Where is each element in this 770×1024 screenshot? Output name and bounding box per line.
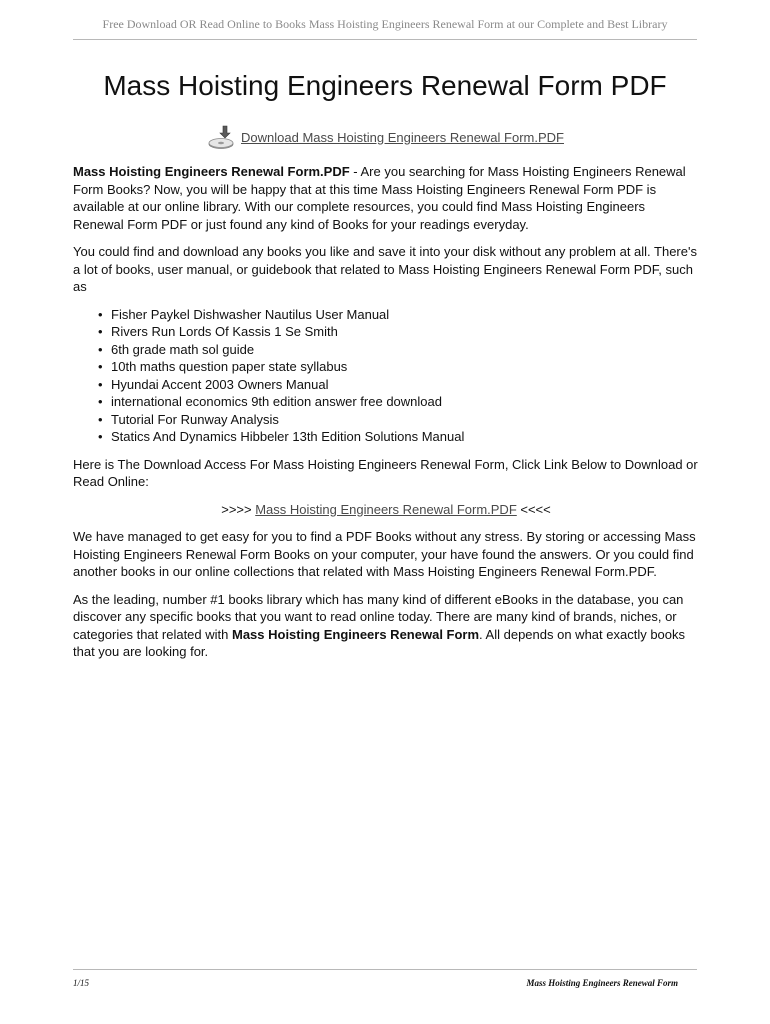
document-body	[73, 163, 699, 671]
footer-divider	[73, 969, 697, 970]
library-text-before: As the leading, number #1 books library which has many kind of different eBooks in the database, you can discover any specific books that you want to read online today. There are many kind of brands, niches, or categories that related with	[73, 591, 684, 642]
intro-paragraph	[73, 163, 699, 233]
link-suffix: <<<<	[516, 501, 551, 517]
download-row	[73, 124, 697, 150]
header-divider	[73, 39, 697, 40]
list-item: • Fisher Paykel Dishwasher Nautilus User Manual	[98, 306, 699, 324]
footer-title: Mass Hoisting Engineers Renewal Form	[526, 978, 678, 988]
page-title: Mass Hoisting Engineers Renewal Form PDF	[103, 70, 667, 101]
link-prefix: >>>>	[221, 501, 256, 517]
library-paragraph	[73, 591, 699, 661]
list-item: • international economics 9th edition answer free download	[98, 393, 699, 411]
list-item: • Rivers Run Lords Of Kassis 1 Se Smith	[98, 323, 699, 341]
center-download-line	[73, 501, 699, 519]
list-item: • Hyundai Accent 2003 Owners Manual	[98, 376, 699, 394]
list-item: • Statics And Dynamics Hibbeler 13th Edition Solutions Manual	[98, 428, 699, 446]
center-download-link[interactable]: Mass Hoisting Engineers Renewal Form.PDF	[255, 501, 517, 517]
list-item: • 10th maths question paper state syllabus	[98, 358, 699, 376]
intro-text: - Are you searching for Mass Hoisting Engineers Renewal Form Books? Now, you will be happy that at this time Mass Hoisting Engineers Renewal Form PDF is available at our online library. With our complete resources, you could find Mass Hoisting Engineers Renewal Form PDF or just found any kind of Books for your readings everyday.	[73, 164, 686, 232]
related-books-list	[98, 306, 699, 446]
list-item: • 6th grade math sol guide	[98, 341, 699, 359]
page-header: Free Download OR Read Online to Books Mass Hoisting Engineers Renewal Form at our Complete and Best Library	[102, 17, 668, 31]
intro-bold-title: Mass Hoisting Engineers Renewal Form.PDF	[73, 164, 350, 179]
library-bold-title: Mass Hoisting Engineers Renewal Form	[231, 626, 480, 642]
library-text-after: . All depends on what exactly books that you are looking for.	[73, 626, 686, 659]
download-link[interactable]: Download Mass Hoisting Engineers Renewal Form.PDF	[241, 129, 564, 145]
list-item: • Tutorial For Runway Analysis	[98, 411, 699, 429]
managed-paragraph: We have managed to get easy for you to find a PDF Books without any stress. By storing or accessing Mass Hoisting Engineers Renewal Form Books on your computer, your have found the answers. Or you could find another books in our online collections that related with Mass Hoisting Engineers Renewal Form.PDF.	[73, 529, 696, 579]
books-paragraph: You could find and download any books you like and save it into your disk without any problem at all. There's a lot of books, user manual, or guidebook that related to Mass Hoisting Engineers Renewal Form PDF, such as	[73, 244, 697, 294]
download-access-paragraph: Here is The Download Access For Mass Hoisting Engineers Renewal Form, Click Link Below to Download or Read Online:	[73, 456, 698, 489]
download-disk-icon[interactable]	[206, 124, 236, 150]
page-number: 1/15	[73, 978, 90, 988]
